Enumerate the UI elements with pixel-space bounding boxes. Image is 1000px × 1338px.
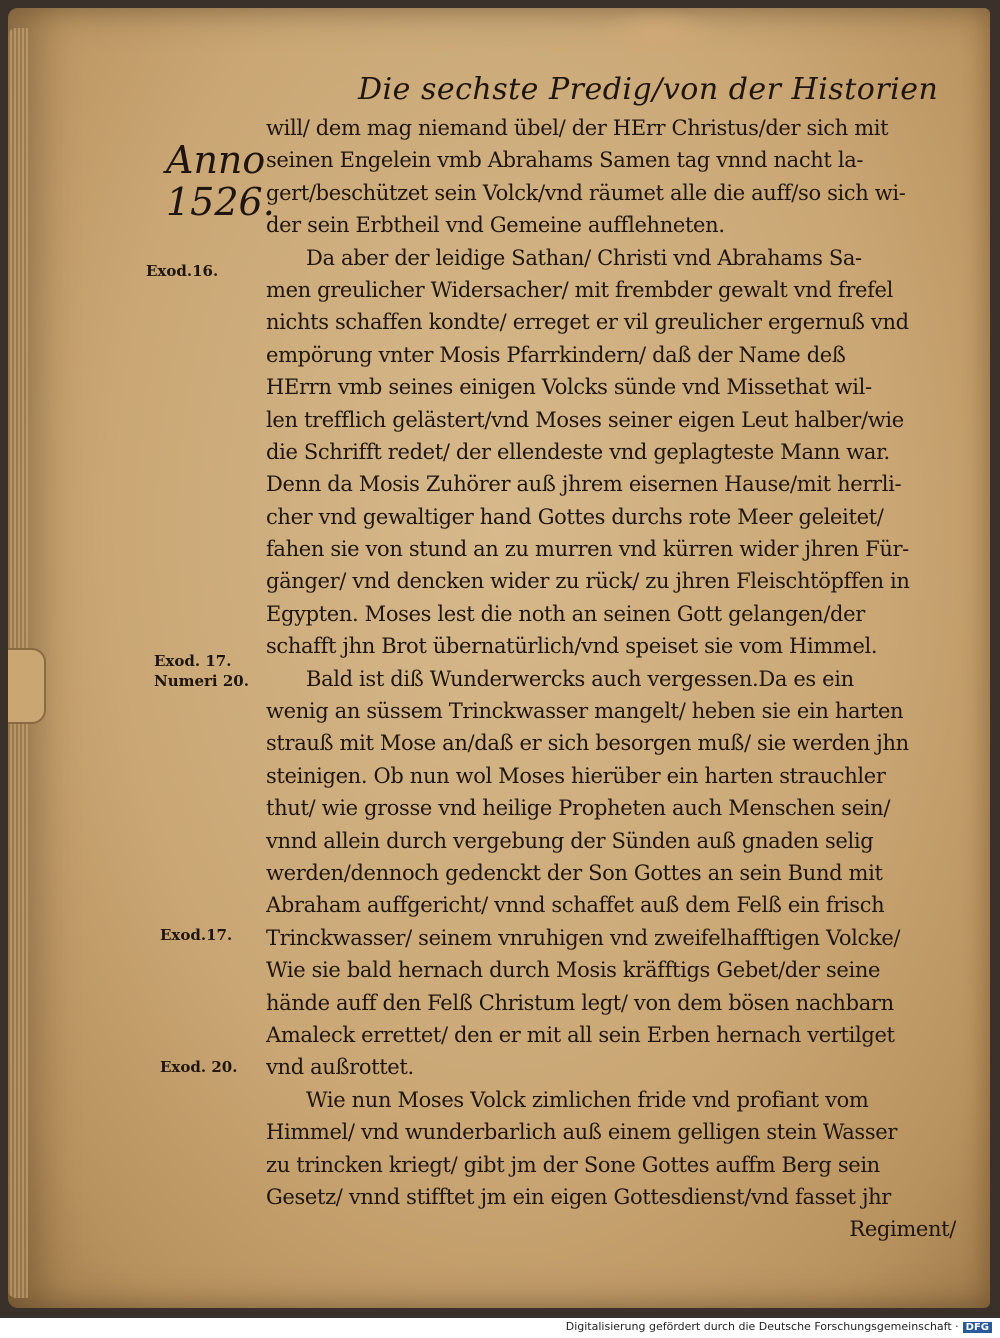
text-line: Wie nun Moses Volck zimlichen fride vnd profiant vom — [306, 1087, 869, 1112]
text-line: werden/dennoch gedenckt der Son Gottes an sein Bund mit — [266, 860, 883, 885]
page-tab — [8, 648, 46, 724]
running-header: Die sechste Predig/von der Historien — [358, 72, 939, 107]
text-line: len trefflich gelästert/vnd Moses seiner eigen Leut halber/wie — [266, 407, 904, 432]
text-line: vnd außrottet. — [266, 1055, 414, 1080]
text-line: nichts schaffen kondte/ erreget er vil greulicher ergernuß vnd — [266, 310, 909, 335]
text-line: steinigen. Ob nun wol Moses hierüber ein harten strauchler — [266, 763, 886, 788]
paper-stain — [598, 8, 718, 58]
text-line: HErrn vmb seines einigen Volcks sünde vnd Missethat wil- — [266, 375, 872, 400]
margin-note-exod-17: Exod. 17. — [154, 652, 232, 670]
text-line: empörung vnter Mosis Pfarrkindern/ daß der Name deß — [266, 342, 846, 367]
text-line: Egypten. Moses lest die noth an seinen Gott gelangen/der — [266, 601, 865, 626]
text-line: gert/beschützet sein Volck/vnd räumet alle die auff/so sich wi- — [266, 180, 906, 205]
footer-bar — [0, 1318, 1000, 1338]
text-line: will/ dem mag niemand übel/ der HErr Christus/der sich mit — [266, 116, 889, 140]
footer-credit — [566, 1320, 992, 1333]
text-line: zu trincken kriegt/ gibt jm der Sone Gottes auffm Berg sein — [266, 1152, 880, 1177]
dfg-logo: DFG — [963, 1322, 992, 1333]
text-line: wenig an süssem Trinckwasser mangelt/ heben sie ein harten — [266, 699, 904, 724]
footer-credit-text: Digitalisierung gefördert durch die Deutsche Forschungsgemeinschaft · — [565, 1320, 959, 1333]
text-line: der sein Erbtheil vnd Gemeine aufflehneten. — [266, 213, 725, 238]
text-line: Bald ist diß Wunderwercks auch vergessen.Da es ein — [306, 666, 854, 691]
text-line: Denn da Mosis Zuhörer auß jhrem eisernen Hause/mit herrli- — [266, 472, 902, 497]
margin-note-numeri-20: Numeri 20. — [154, 672, 249, 690]
text-line: Trinckwasser/ seinem vnruhigen vnd zweifelhafftigen Volcke/ — [266, 925, 901, 950]
text-line: strauß mit Mose an/daß er sich besorgen muß/ sie werden jhn — [266, 731, 909, 756]
text-line: die Schrifft redet/ der ellendeste vnd geplagteste Mann war. — [266, 439, 890, 464]
text-line: men greulicher Widersacher/ mit frembder gewalt vnd frefel — [266, 277, 893, 302]
text-line: Abraham auffgericht/ vnnd schaffet auß dem Felß ein frisch — [266, 893, 885, 918]
text-line: vnnd allein durch vergebung der Sünden auß gnaden selig — [266, 828, 874, 853]
text-line: gänger/ vnd dencken wider zu rück/ zu jhren Fleischtöpffen in — [266, 569, 910, 594]
text-line: Amaleck errettet/ den er mit all sein Erben hernach vertilget — [266, 1022, 895, 1047]
text-line: fahen sie von stund an zu murren vnd kürren wider jhren Für- — [266, 537, 909, 562]
text-line: cher vnd gewaltiger hand Gottes durchs rote Meer geleitet/ — [266, 504, 884, 529]
catchword: Regiment/ — [849, 1217, 956, 1242]
body-text — [266, 112, 956, 1246]
text-line: thut/ wie grosse vnd heilige Propheten auch Menschen sein/ — [266, 796, 891, 821]
text-line: Wie sie bald hernach durch Mosis kräfftigs Gebet/der seine — [266, 958, 881, 983]
text-line: hände auff den Felß Christum legt/ von dem bösen nachbarn — [266, 990, 894, 1015]
text-line: Da aber der leidige Sathan/ Christi vnd Abrahams Sa- — [306, 245, 862, 270]
margin-note-exod-17b: Exod.17. — [160, 926, 233, 944]
margin-note-exod-16: Exod.16. — [146, 262, 219, 280]
text-line: Gesetz/ vnnd stifftet jm ein eigen Gottesdienst/vnd fasset jhr — [266, 1184, 891, 1209]
margin-anno: Anno — [166, 138, 266, 182]
margin-year: 1526. — [166, 180, 275, 224]
text-line: seinen Engelein vmb Abrahams Samen tag vnnd nacht la- — [266, 148, 864, 173]
text-line: Himmel/ vnd wunderbarlich auß einem gelligen stein Wasser — [266, 1120, 898, 1145]
margin-note-exod-20: Exod. 20. — [160, 1058, 238, 1076]
text-line: schafft jhn Brot übernatürlich/vnd speiset sie vom Himmel. — [266, 634, 878, 659]
